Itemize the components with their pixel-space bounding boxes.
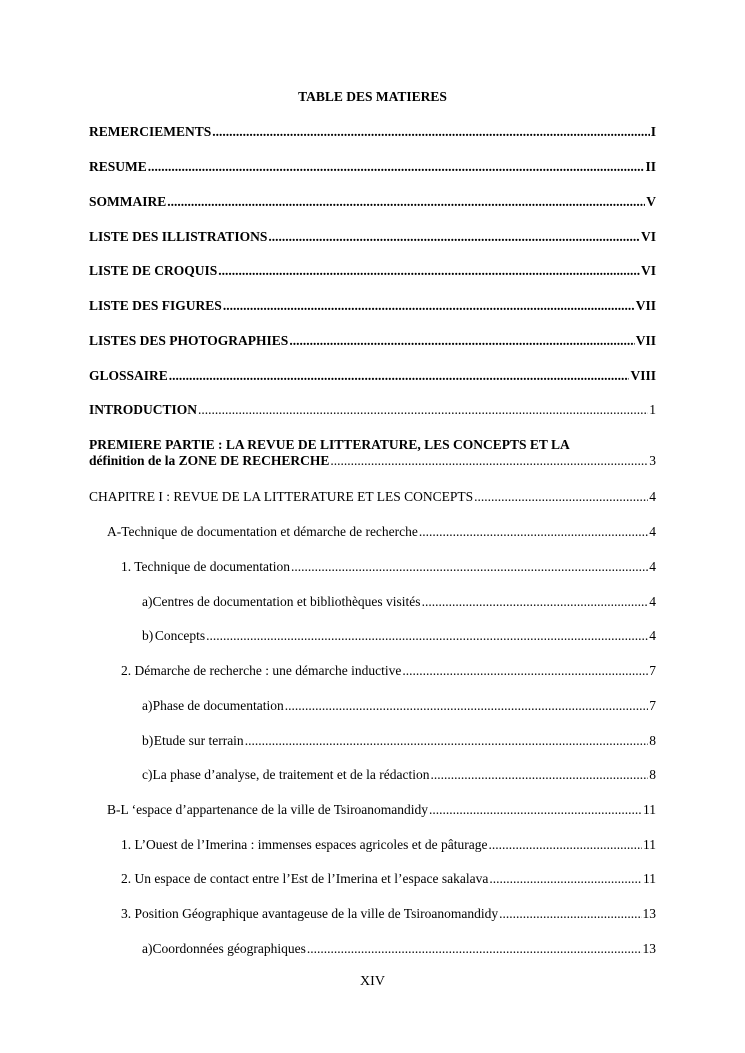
toc-entry-page: VIII <box>630 368 656 383</box>
toc-entry-remerciements[interactable] <box>89 124 656 140</box>
dot-leader <box>169 368 630 384</box>
toc-entry-label: 1. L’Ouest de l’Imerina : immenses espaces agricoles et de pâturage <box>121 837 488 852</box>
toc-entry-line2 <box>89 453 656 469</box>
toc-entry-marker: c) <box>142 767 153 782</box>
toc-entry-page: 7 <box>649 698 656 713</box>
toc-entry-label-line1: PREMIERE PARTIE : LA REVUE DE LITTERATURE, LES CONCEPTS ET LA <box>89 437 570 452</box>
toc-entry-introduction[interactable] <box>89 402 656 418</box>
dot-leader <box>268 229 640 245</box>
toc-entry-liste-figures[interactable] <box>89 298 656 314</box>
toc-entry-section-a[interactable] <box>107 524 656 540</box>
dot-leader <box>218 263 640 279</box>
toc-entry-page: 1 <box>649 402 656 417</box>
toc-entry-sommaire[interactable] <box>89 194 656 210</box>
toc-entry-page: VI <box>640 263 656 278</box>
toc-entry-page: 13 <box>642 906 656 921</box>
dot-leader <box>489 837 643 853</box>
toc-entry-label: Concepts <box>154 628 206 643</box>
toc-entry-marker: a) <box>142 941 153 956</box>
toc-entry-b-3[interactable] <box>121 906 656 922</box>
dot-leader <box>307 941 642 957</box>
toc-entry-page: 11 <box>643 871 656 886</box>
toc-entry-page: 3 <box>649 453 656 468</box>
toc-entry-label: LISTE DES FIGURES <box>89 298 222 313</box>
toc-entry-label: 3. Position Géographique avantageuse de la ville de Tsiroanomandidy <box>121 906 499 921</box>
toc-entry-chapitre-1[interactable] <box>89 489 656 505</box>
toc-entry-label: RESUME <box>89 159 147 174</box>
toc-entry-page: 8 <box>649 767 656 782</box>
toc-entry-page: 11 <box>643 802 656 817</box>
page-title: TABLE DES MATIERES <box>298 89 447 104</box>
toc-entry-label: LISTE DE CROQUIS <box>89 263 218 278</box>
toc-entry-a-1-a[interactable] <box>142 594 656 610</box>
toc-entry-page: 4 <box>649 594 656 609</box>
dot-leader <box>402 663 648 679</box>
toc-entry-marker: a) <box>142 698 153 713</box>
toc-entry-label: 2. Un espace de contact entre l’Est de l’Imerina et l’espace sakalava <box>121 871 489 886</box>
toc-entry-page: VI <box>640 229 656 244</box>
toc-entry-label: Coordonnées géographiques <box>152 941 306 956</box>
toc-entry-b-1[interactable] <box>121 837 656 853</box>
toc-entry-liste-croquis[interactable] <box>89 263 656 279</box>
toc-entry-label: La phase d’analyse, de traitement et de la rédaction <box>152 767 430 782</box>
toc-entry-page: V <box>646 194 656 209</box>
toc-entry-resume[interactable] <box>89 159 656 175</box>
toc-entry-page: VII <box>635 298 656 313</box>
toc-entry-page: 4 <box>649 628 656 643</box>
toc-entry-a-2[interactable] <box>121 663 656 679</box>
dot-leader <box>422 594 649 610</box>
toc-entry-label: 2. Démarche de recherche : une démarche inductive <box>121 663 402 678</box>
page-number: XIV <box>360 974 385 989</box>
toc-entry-label: SOMMAIRE <box>89 194 167 209</box>
dot-leader <box>330 453 648 469</box>
toc-entry-label: REMERCIEMENTS <box>89 124 212 139</box>
toc-entry-label: LISTE DES ILLISTRATIONS <box>89 229 268 244</box>
toc-entry-label: 1. Technique de documentation <box>121 559 291 574</box>
toc-entry-marker: b) <box>142 628 154 643</box>
toc-entry-label: A-Technique de documentation et démarche de recherche <box>107 524 418 539</box>
toc-entry-listes-photographies[interactable] <box>89 333 656 349</box>
toc-entry-page: 4 <box>649 559 656 574</box>
dot-leader <box>429 802 642 818</box>
toc-entry-label: GLOSSAIRE <box>89 368 168 383</box>
dot-leader <box>206 628 648 644</box>
dot-leader <box>289 333 634 349</box>
dot-leader <box>419 524 648 540</box>
toc-entry-page: 4 <box>649 524 656 539</box>
toc-entry-a-1[interactable] <box>121 559 656 575</box>
toc-entry-label: définition de la ZONE DE RECHERCHE <box>89 453 330 468</box>
toc-entry-page: 11 <box>643 837 656 852</box>
toc-entry-liste-illustrations[interactable] <box>89 229 656 245</box>
toc-entry-b-3-a[interactable] <box>142 941 656 957</box>
toc-entry-label: Phase de documentation <box>152 698 284 713</box>
toc-entry-marker: b) <box>142 733 154 748</box>
toc-entry-glossaire[interactable] <box>89 368 656 384</box>
dot-leader <box>167 194 645 210</box>
toc-entry-a-2-a[interactable] <box>142 698 656 714</box>
toc-entry-page: 8 <box>649 733 656 748</box>
dot-leader <box>148 159 645 175</box>
toc-entry-label: CHAPITRE I : REVUE DE LA LITTERATURE ET LES CONCEPTS <box>89 489 474 504</box>
dot-leader <box>474 489 648 505</box>
toc-entry-page: 7 <box>649 663 656 678</box>
dot-leader <box>431 767 649 783</box>
dot-leader <box>212 124 649 140</box>
dot-leader <box>499 906 641 922</box>
toc-entry-b-2[interactable] <box>121 871 656 887</box>
toc-entry-premiere-partie[interactable] <box>89 437 656 469</box>
toc-entry-a-2-b[interactable] <box>142 733 656 749</box>
toc-entry-page: 4 <box>649 489 656 504</box>
dot-leader <box>223 298 635 314</box>
toc-entry-label: B-L ‘espace d’appartenance de la ville de Tsiroanomandidy <box>107 802 429 817</box>
dot-leader <box>291 559 648 575</box>
toc-entry-label: INTRODUCTION <box>89 402 198 417</box>
toc-entry-page: 13 <box>642 941 656 956</box>
toc-entry-label: LISTES DES PHOTOGRAPHIES <box>89 333 289 348</box>
toc-entry-page: VII <box>635 333 656 348</box>
toc-entry-section-b[interactable] <box>107 802 656 818</box>
dot-leader <box>285 698 648 714</box>
toc-entry-label: Etude sur terrain <box>153 733 244 748</box>
toc-entry-a-2-c[interactable] <box>142 767 656 783</box>
toc-entry-label: a)Centres de documentation et bibliothèques visités <box>142 594 421 609</box>
dot-leader <box>245 733 649 749</box>
toc-entry-a-1-b[interactable] <box>142 628 656 644</box>
dot-leader <box>489 871 642 887</box>
toc-entry-page: I <box>650 124 656 139</box>
toc-entry-page: II <box>645 159 656 174</box>
dot-leader <box>198 402 648 418</box>
